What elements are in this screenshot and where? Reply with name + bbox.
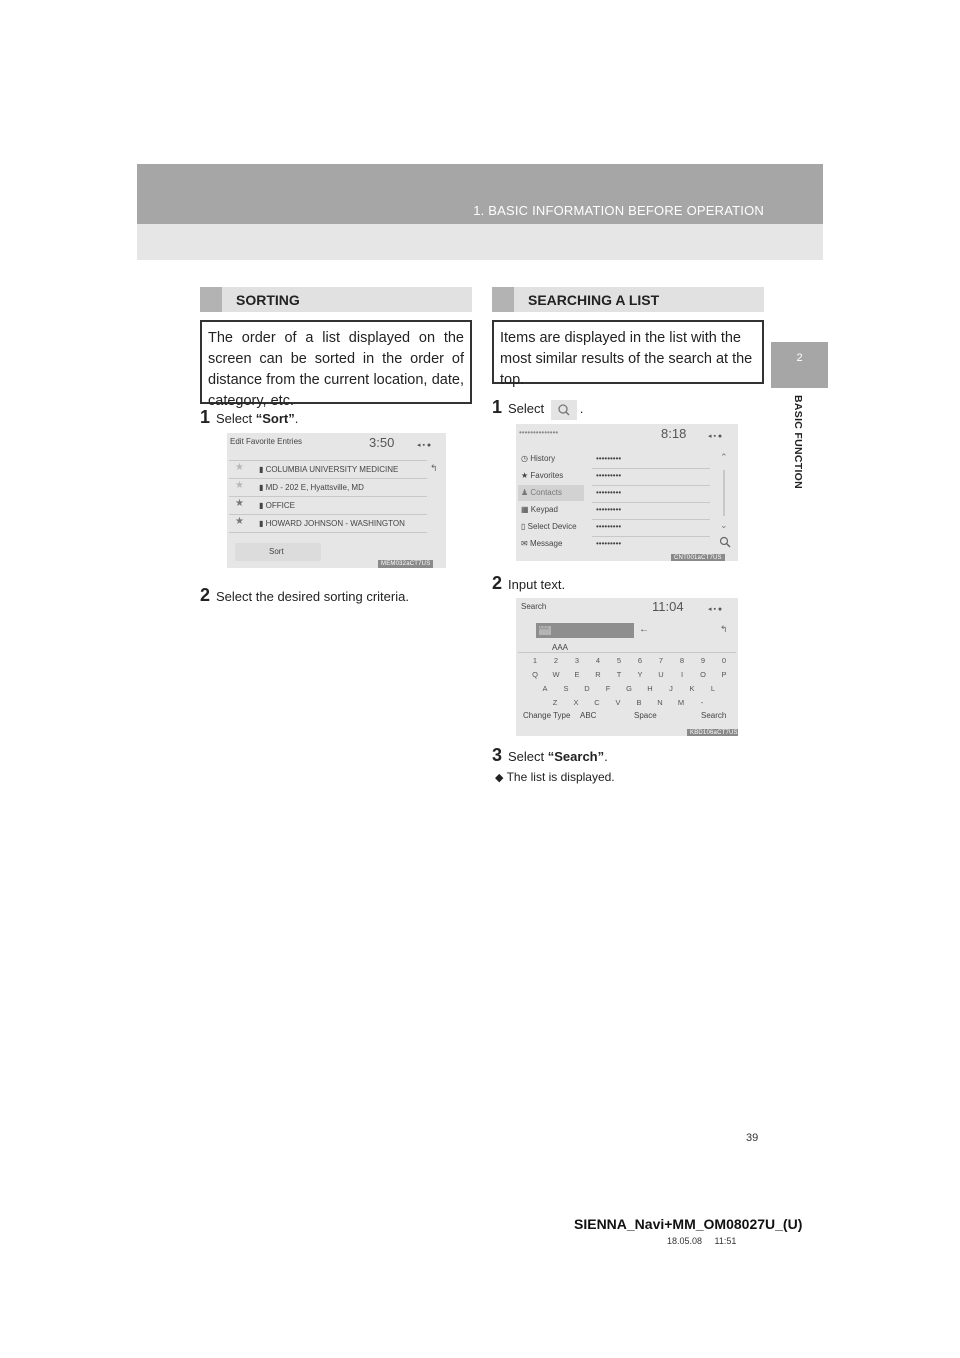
step-suffix: . xyxy=(579,401,584,416)
menu-select-device[interactable]: ▯ Select Device xyxy=(521,522,577,531)
image-code: CNT001aCT7US xyxy=(671,554,725,561)
key-W[interactable]: W xyxy=(552,670,560,679)
screen-title: •••••••••••••• xyxy=(519,428,559,437)
menu-label: Message xyxy=(529,539,563,548)
bullet-text: The list is displayed. xyxy=(506,770,615,784)
row-label: COLUMBIA UNIVERSITY MEDICINE xyxy=(265,465,399,474)
status-icons: ◂ ▪ ● xyxy=(417,442,432,449)
key-P[interactable]: P xyxy=(721,670,727,679)
key--[interactable]: - xyxy=(700,698,704,707)
menu-label: History xyxy=(530,454,556,463)
star-icon[interactable]: ★ xyxy=(235,462,244,473)
menu-favorites[interactable]: ★ Favorites xyxy=(521,471,564,480)
list-item[interactable]: ••••••••• xyxy=(596,454,622,463)
scrollbar[interactable] xyxy=(723,470,725,516)
sorting-step-2 xyxy=(200,585,409,606)
step-text: Select xyxy=(508,401,545,416)
searching-step-3 xyxy=(492,745,608,766)
step-number: 1 xyxy=(492,397,503,417)
key-4[interactable]: 4 xyxy=(595,656,601,665)
key-S[interactable]: S xyxy=(563,684,569,693)
search-target: “Search” xyxy=(547,749,605,764)
side-tab xyxy=(771,342,828,388)
key-K[interactable]: K xyxy=(689,684,695,693)
input-value: AAA xyxy=(539,626,551,635)
key-V[interactable]: V xyxy=(615,698,621,707)
image-code: KBD106aCT7US xyxy=(687,729,738,736)
search-icon[interactable] xyxy=(551,400,577,420)
list-item[interactable]: ••••••••• xyxy=(596,488,622,497)
row-label: HOWARD JOHNSON - WASHINGTON xyxy=(265,519,405,528)
key-2[interactable]: 2 xyxy=(553,656,559,665)
favorite-row-2[interactable]: ▮ MD - 202 E, Hyattsville, MD xyxy=(259,483,364,492)
key-9[interactable]: 9 xyxy=(700,656,706,665)
sorting-intro-box xyxy=(200,320,472,409)
screen-title: Edit Favorite Entries xyxy=(230,437,303,446)
key-F[interactable]: F xyxy=(605,684,611,693)
key-N[interactable]: N xyxy=(657,698,663,707)
menu-message[interactable]: ✉ Message xyxy=(521,539,563,548)
step-number: 2 xyxy=(492,573,503,593)
suggestion[interactable]: AAA xyxy=(552,643,569,652)
menu-history[interactable]: ◷ History xyxy=(521,454,556,463)
screen-time: 3:50 xyxy=(369,435,395,450)
keyboard-screen xyxy=(516,598,738,736)
key-D[interactable]: D xyxy=(584,684,590,693)
key-H[interactable]: H xyxy=(647,684,653,693)
menu-label: Contacts xyxy=(530,488,562,497)
list-item[interactable]: ••••••••• xyxy=(596,471,622,480)
searching-heading xyxy=(492,287,764,312)
search-icon[interactable] xyxy=(718,535,732,554)
searching-step-2 xyxy=(492,573,565,594)
favorite-row-4[interactable]: ▮ HOWARD JOHNSON - WASHINGTON xyxy=(259,519,405,528)
row-label: OFFICE xyxy=(265,501,295,510)
screen-title: Search xyxy=(521,602,547,611)
sort-label: Sort xyxy=(269,547,284,556)
backspace-icon[interactable]: ← xyxy=(639,624,649,635)
step-text: Input text. xyxy=(508,577,566,592)
step-text: Select xyxy=(216,411,256,426)
screen-time: 8:18 xyxy=(661,426,687,441)
key-A[interactable]: A xyxy=(542,684,548,693)
chapter-title: 1. BASIC INFORMATION BEFORE OPERATION xyxy=(473,203,764,218)
sorting-intro: The order of a list displayed on the screen can be sorted in the order of distance from the current location, date, category, etc. xyxy=(208,330,464,409)
list-item[interactable]: ••••••••• xyxy=(596,505,622,514)
heading-marker xyxy=(200,287,222,312)
step-number: 1 xyxy=(200,407,211,427)
step-number: 3 xyxy=(492,745,503,765)
searching-intro-box xyxy=(492,320,764,388)
change-type-button[interactable]: Change Type xyxy=(523,711,571,720)
back-icon[interactable]: ↰ xyxy=(720,624,728,634)
diamond-bullet-icon: ◆ xyxy=(495,772,504,784)
star-icon[interactable]: ★ xyxy=(235,498,244,509)
result-bullet xyxy=(495,770,615,784)
footer-model: SIENNA_Navi+MM_OM08027U_(U) xyxy=(574,1216,803,1232)
side-tab-number: 2 xyxy=(796,352,803,364)
sort-screen xyxy=(227,433,446,568)
menu-label: Keypad xyxy=(530,505,558,514)
key-8[interactable]: 8 xyxy=(679,656,685,665)
key-L[interactable]: L xyxy=(710,684,716,693)
contacts-screen xyxy=(516,424,738,561)
key-G[interactable]: G xyxy=(626,684,632,693)
key-R[interactable]: R xyxy=(595,670,601,679)
key-C[interactable]: C xyxy=(594,698,600,707)
key-7[interactable]: 7 xyxy=(658,656,664,665)
menu-label: Select Device xyxy=(527,522,577,531)
key-T[interactable]: T xyxy=(616,670,622,679)
sorting-heading-text: SORTING xyxy=(236,292,300,308)
menu-label: Favorites xyxy=(530,471,564,480)
search-button[interactable]: Search xyxy=(701,711,727,720)
step-suffix: . xyxy=(294,411,299,426)
key-M[interactable]: M xyxy=(677,698,685,707)
key-O[interactable]: O xyxy=(700,670,706,679)
side-tab-label: BASIC FUNCTION xyxy=(792,395,804,490)
step-text: Select xyxy=(508,749,548,764)
key-1[interactable]: 1 xyxy=(532,656,538,665)
menu-keypad[interactable]: ▦ Keypad xyxy=(521,505,558,514)
key-0[interactable]: 0 xyxy=(721,656,727,665)
key-J[interactable]: J xyxy=(669,684,673,693)
sort-target: “Sort” xyxy=(255,411,295,426)
page-number: 39 xyxy=(746,1132,759,1144)
step-suffix: . xyxy=(604,749,608,764)
searching-heading-text: SEARCHING A LIST xyxy=(528,292,660,308)
key-X[interactable]: X xyxy=(573,698,579,707)
key-3[interactable]: 3 xyxy=(574,656,580,665)
abc-button[interactable]: ABC xyxy=(580,711,597,720)
key-5[interactable]: 5 xyxy=(616,656,622,665)
sorting-step-1 xyxy=(200,407,298,428)
scroll-down-icon[interactable]: ⌄ xyxy=(720,520,728,530)
key-U[interactable]: U xyxy=(658,670,664,679)
sorting-heading xyxy=(200,287,472,312)
heading-marker xyxy=(492,287,514,312)
key-Q[interactable]: Q xyxy=(532,670,538,679)
star-icon[interactable]: ★ xyxy=(235,480,244,491)
key-Y[interactable]: Y xyxy=(637,670,643,679)
footer-date: 18.05.08 11:51 xyxy=(667,1236,737,1246)
searching-intro: Items are displayed in the list with the most similar results of the search at the top. xyxy=(500,330,753,388)
status-icons: ◂ ▪ ● xyxy=(708,606,723,613)
scroll-up-icon[interactable]: ⌃ xyxy=(720,452,728,462)
row-label: MD - 202 E, Hyattsville, MD xyxy=(265,483,364,492)
step-text: Select the desired sorting criteria. xyxy=(216,589,409,604)
status-icons: ◂ ▪ ● xyxy=(708,433,723,440)
screen-time: 11:04 xyxy=(652,599,684,614)
key-I[interactable]: I xyxy=(680,670,684,679)
space-button[interactable]: Space xyxy=(634,711,657,720)
searching-step-1 xyxy=(492,397,583,420)
key-B[interactable]: B xyxy=(636,698,642,707)
key-E[interactable]: E xyxy=(574,670,580,679)
search-input[interactable] xyxy=(536,623,634,638)
step-number: 2 xyxy=(200,585,211,605)
favorite-row-3[interactable]: ▮ OFFICE xyxy=(259,501,295,510)
key-Z[interactable]: Z xyxy=(552,698,558,707)
sort-button[interactable] xyxy=(235,543,321,561)
back-icon[interactable]: ↰ xyxy=(430,463,438,473)
menu-contacts[interactable]: ♟ Contacts xyxy=(518,485,584,501)
star-icon[interactable]: ★ xyxy=(235,516,244,527)
image-code: MEM032aCT7US xyxy=(378,560,433,568)
list-item[interactable]: ••••••••• xyxy=(596,539,622,548)
favorite-row-1[interactable]: ▮ COLUMBIA UNIVERSITY MEDICINE xyxy=(259,465,399,474)
list-item[interactable]: ••••••••• xyxy=(596,522,622,531)
header-subband xyxy=(137,224,823,260)
key-6[interactable]: 6 xyxy=(637,656,643,665)
side-tab-label-wrap xyxy=(792,395,812,515)
